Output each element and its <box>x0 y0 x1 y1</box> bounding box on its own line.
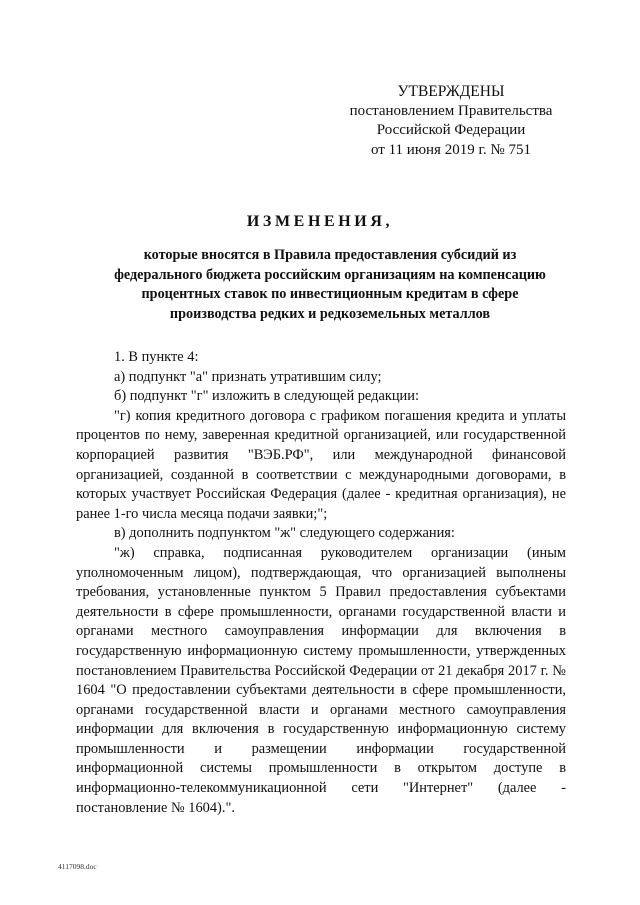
document-subtitle: которые вносятся в Правила предоставления субсидий из федерального бюджета российским организациям на компенсацию процентных ставок по инвестиционным кредитам в сфере производства редких и редкоземельных металлов <box>114 247 546 322</box>
file-name-footer: 4117098.doc <box>58 862 97 871</box>
paragraph-subitem-v: в) дополнить подпунктом "ж" следующего содержания: <box>114 525 455 542</box>
paragraph-subitem-b: б) подпункт "г" изложить в следующей редакции: <box>114 388 419 405</box>
approval-heading: УТВЕРЖДЕНЫ <box>397 83 505 100</box>
approval-date-number-line: от 11 июня 2019 г. № 751 <box>371 141 531 158</box>
document-title: ИЗМЕНЕНИЯ, <box>246 213 394 230</box>
approval-resolution-line: постановлением Правительства <box>349 102 553 119</box>
approval-government-line: Российской Федерации <box>376 122 526 138</box>
paragraph-subitem-zh-text: "ж) справка, подписанная руководителем организации (иным уполномоченным лицом), подтверждающая, что организацией выполнены требования, установленные пунктом 5 Правил предоставления субъектами деятельности в сфере промышленности, органами государственной власти и органами местного самоуправления информации для включения в государственную информационную систему промышленности, утвержденных постановлением Правительства Российской Федерации от 21 декабря 2017 г. № 1604 "О предоставлении субъектами деятельности в сфере промышленности, органами государственной власти и органами местного самоуправления информации для включения в государственную информационную систему промышленности и размещении информации государственной информационной системы промышленности в открытом доступе в информационно-телекоммуникационной сети "Интернет" (далее - постановление № 1604).". <box>76 544 566 816</box>
paragraph-subitem-g-text: "г) копия кредитного договора с графиком погашения кредита и уплаты процентов по нему, заверенная кредитной организацией, или государственной корпорацией развития "ВЭБ.РФ", или международной финансовой организацией, созданной в соответствии с международными договорами, в которых участвует Российская Федерация (далее - кредитная организация), не ранее 1-го числа месяца подачи заявки;"; <box>76 407 566 522</box>
document-body <box>76 348 566 818</box>
paragraph-subitem-a: а) подпункт "а" признать утратившим силу; <box>114 368 382 385</box>
approval-block <box>340 82 562 160</box>
paragraph-item-1: 1. В пункте 4: <box>114 349 199 365</box>
